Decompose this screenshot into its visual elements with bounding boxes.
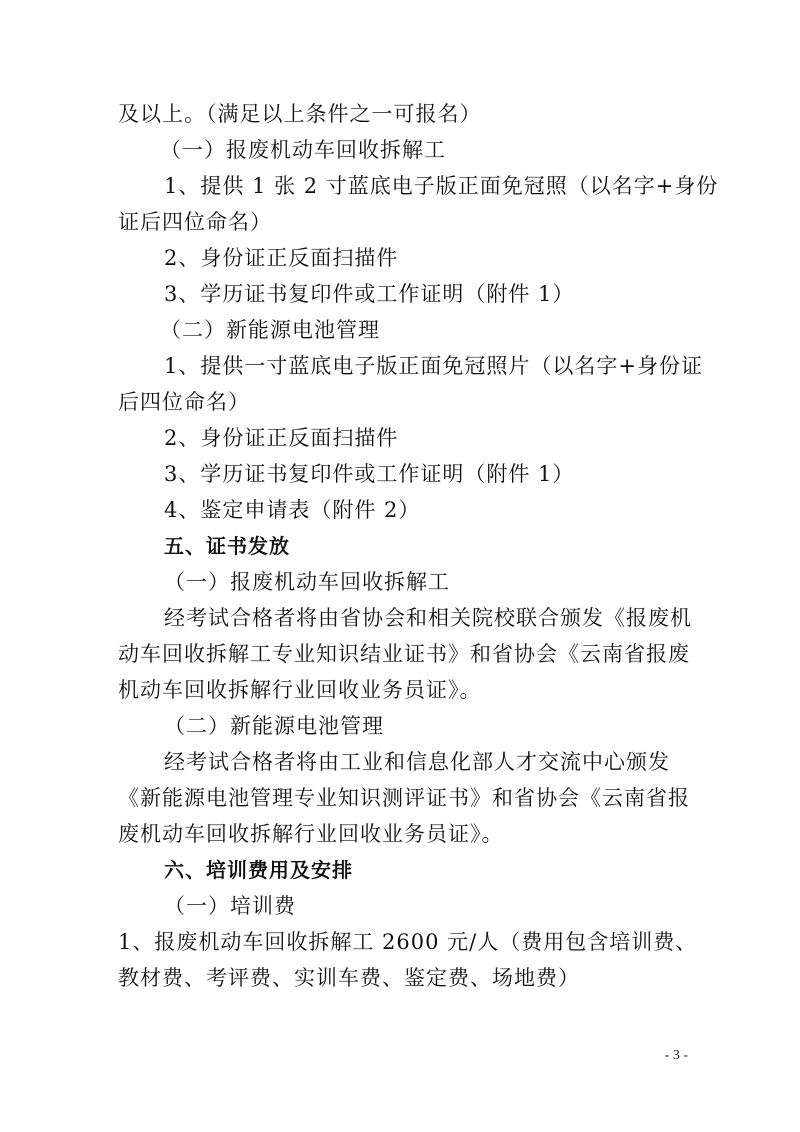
subheading-line: （一）报废机动车回收拆解工 bbox=[164, 570, 450, 594]
section-heading: 五、证书发放 bbox=[164, 534, 290, 558]
text-line: 废机动车回收拆解行业回收业务员证》。 bbox=[118, 822, 504, 846]
text-line: 2、身份证正反面扫描件 bbox=[164, 426, 399, 450]
text-line: 1、提供一寸蓝底电子版正面免冠照片（以名字+身份证 bbox=[164, 354, 703, 378]
text-line: 经考试合格者将由省协会和相关院校联合颁发《报废机 bbox=[164, 606, 692, 630]
text-line: 3、学历证书复印件或工作证明（附件 1） bbox=[164, 282, 575, 306]
subheading-line: （一）培训费 bbox=[164, 894, 296, 918]
text-line: 证后四位命名） bbox=[118, 210, 272, 234]
text-line: 后四位命名） bbox=[118, 390, 250, 414]
text-line: 2、身份证正反面扫描件 bbox=[164, 246, 399, 270]
subheading-line: （二）新能源电池管理 bbox=[160, 318, 380, 342]
document-body bbox=[118, 96, 719, 996]
page-number: - 3 - bbox=[664, 1048, 688, 1063]
text-line: 1、提供 1 张 2 寸蓝底电子版正面免冠照（以名字+身份 bbox=[164, 174, 719, 198]
text-line: 1、报废机动车回收拆解工 2600 元/人（费用包含培训费、 bbox=[118, 930, 698, 954]
text-line: 4、鉴定申请表（附件 2） bbox=[164, 498, 421, 522]
text-line: 经考试合格者将由工业和信息化部人才交流中心颁发 bbox=[164, 750, 670, 774]
text-line: 及以上。（满足以上条件之一可报名） bbox=[118, 102, 482, 126]
text-line: 动车回收拆解工专业知识结业证书》和省协会《云南省报废 bbox=[118, 642, 690, 666]
text-line: 机动车回收拆解行业回收业务员证》。 bbox=[118, 678, 482, 702]
text-line: 教材费、考评费、实训车费、鉴定费、场地费） bbox=[118, 966, 580, 990]
text-line: 3、学历证书复印件或工作证明（附件 1） bbox=[164, 462, 575, 486]
subheading-line: （二）新能源电池管理 bbox=[164, 714, 384, 738]
section-heading: 六、培训费用及安排 bbox=[164, 858, 353, 882]
text-line: 《新能源电池管理专业知识测评证书》和省协会《云南省报 bbox=[118, 786, 690, 810]
subheading-line: （一）报废机动车回收拆解工 bbox=[160, 138, 446, 162]
